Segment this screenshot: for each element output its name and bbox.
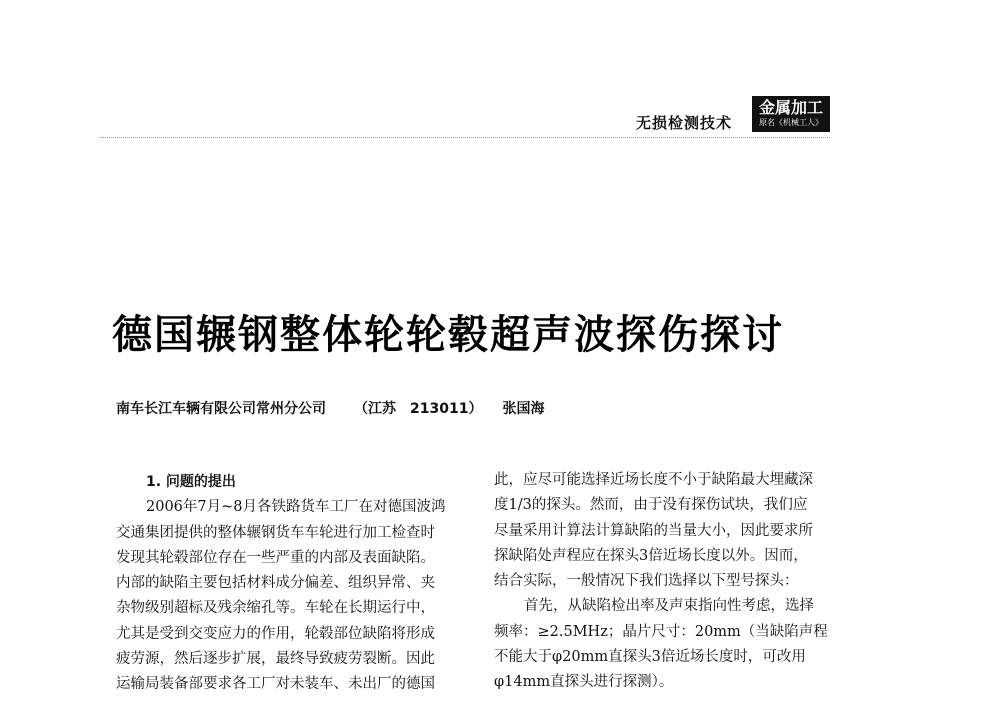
logo-sub-text: 原名《机械工人》 — [759, 118, 823, 127]
paragraph-line: 此，应尽可能选择近场长度不小于缺陷最大埋藏深 — [494, 472, 813, 488]
paragraph-line: 度1/3的探头。然而，由于没有探伤试块，我们应 — [494, 497, 808, 514]
paragraph-line: 探缺陷处声程应在探头3倍近场长度以外。因而， — [494, 547, 808, 564]
paragraph-line: φ14mm直探头进行探测）。 — [494, 674, 674, 691]
author-name: 张国海 — [502, 401, 545, 417]
paragraph-line: 交通集团提供的整体辗钢货车车轮进行加工检查时 — [116, 524, 435, 541]
section-label: 无损检测技术 — [636, 114, 733, 132]
right-column — [494, 468, 844, 696]
paragraph-line: 运输局装备部要求各工厂对未装车、未出厂的德国 — [116, 676, 435, 693]
paragraph-line: 尤其是受到交变应力的作用，轮毂部位缺陷将形成 — [116, 625, 435, 642]
section-heading: 1. 问题的提出 — [146, 474, 236, 490]
paragraph-line: 结合实际，一般情况下我们选择以下型号探头： — [494, 573, 799, 590]
paragraph-line: 首先，从缺陷检出率及声束指向性考虑，选择 — [524, 598, 814, 615]
logo-main-text: 金属加工 — [758, 98, 823, 117]
paragraph-line: 频率：≥2.5MHz；晶片尺寸：20mm（当缺陷声程 — [494, 623, 828, 640]
author-affiliation: 南车长江车辆有限公司常州分公司 — [116, 401, 326, 417]
paragraph-line: 内部的缺陷主要包括材料成分偏差、组织异常、夹 — [116, 575, 435, 592]
journal-logo — [752, 96, 830, 132]
paragraph-line: 不能大于φ20mm直探头3倍近场长度时，可改用 — [494, 649, 806, 666]
paragraph-line: 杂物级别超标及残余缩孔等。车轮在长期运行中， — [116, 600, 435, 617]
article-title: 德国辗钢整体轮轮毂超声波探伤探讨 — [112, 311, 784, 358]
left-column — [116, 470, 466, 698]
paragraph-line: 尽量采用计算法计算缺陷的当量大小，因此要求所 — [494, 522, 813, 539]
paragraph-line: 疲劳源，然后逐步扩展，最终导致疲劳裂断。因此 — [116, 651, 435, 668]
byline — [116, 398, 544, 418]
header-divider — [100, 137, 830, 138]
paragraph-line: 发现其轮毂部位存在一些严重的内部及表面缺陷。 — [116, 549, 435, 566]
paragraph-line: 2006年7月~8月各铁路货车工厂在对德国波鸿 — [146, 499, 446, 516]
author-location: （江苏 213011） — [354, 401, 483, 417]
